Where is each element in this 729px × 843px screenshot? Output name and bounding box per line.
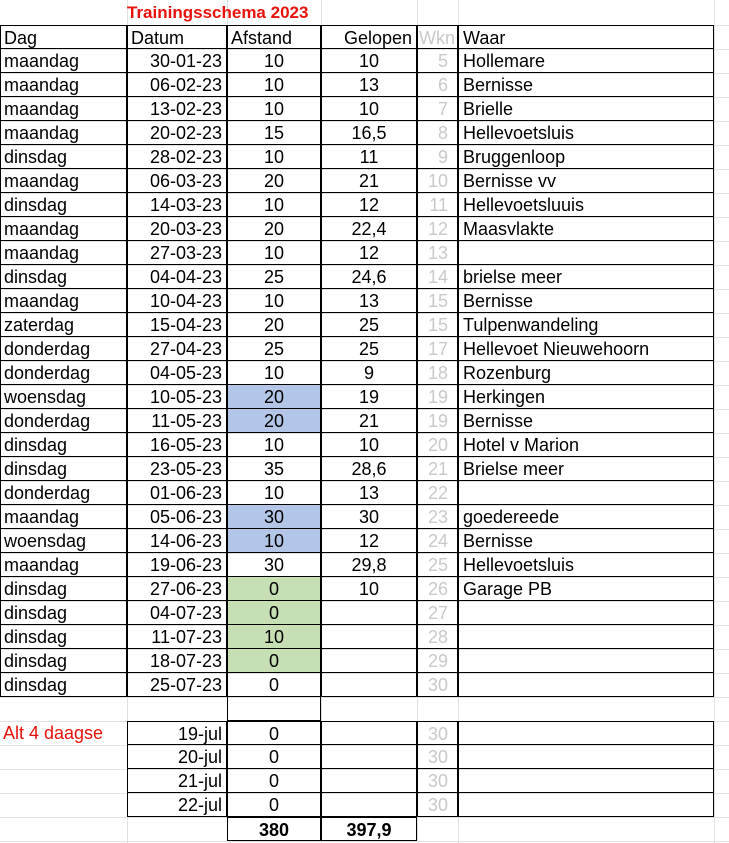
wkn-cell[interactable]: 15 — [417, 289, 458, 313]
waar-cell[interactable] — [458, 481, 714, 505]
wkn-cell[interactable]: 28 — [417, 625, 458, 649]
waar-cell[interactable] — [458, 673, 714, 697]
table-row — [0, 529, 715, 553]
datum-cell[interactable]: 15-04-23 — [127, 313, 227, 337]
header-afstand[interactable]: Afstand — [227, 25, 321, 49]
table-row — [0, 121, 715, 145]
afstand-cell[interactable]: 20 — [227, 169, 321, 193]
afstand-cell[interactable]: 10 — [227, 241, 321, 265]
datum-cell[interactable]: 04-04-23 — [127, 265, 227, 289]
afstand-cell[interactable]: 0 — [227, 673, 321, 697]
dag-cell[interactable]: dinsdag — [0, 193, 127, 217]
datum-cell[interactable]: 28-02-23 — [127, 145, 227, 169]
dag-cell[interactable]: dinsdag — [0, 457, 127, 481]
gelopen-cell[interactable]: 10 — [321, 433, 417, 457]
datum-cell[interactable]: 20-02-23 — [127, 121, 227, 145]
waar-cell[interactable] — [458, 601, 714, 625]
table-row — [0, 241, 715, 265]
table-row — [0, 409, 715, 433]
afstand-cell[interactable]: 35 — [227, 457, 321, 481]
dag-cell[interactable]: dinsdag — [0, 625, 127, 649]
afstand-cell[interactable]: 10 — [227, 49, 321, 73]
datum-cell[interactable]: 11-05-23 — [127, 409, 227, 433]
wkn-cell[interactable]: 25 — [417, 553, 458, 577]
alt-datum-cell[interactable]: 21-jul — [127, 769, 227, 793]
waar-cell[interactable] — [458, 241, 714, 265]
table-row — [0, 553, 715, 577]
wkn-cell[interactable]: 22 — [417, 481, 458, 505]
gelopen-cell[interactable]: 12 — [321, 529, 417, 553]
dag-cell[interactable]: donderdag — [0, 481, 127, 505]
header-gelopen[interactable]: Gelopen — [321, 25, 417, 49]
datum-cell[interactable]: 25-07-23 — [127, 673, 227, 697]
afstand-cell[interactable]: 20 — [227, 217, 321, 241]
afstand-cell[interactable]: 10 — [227, 73, 321, 97]
afstand-cell[interactable]: 30 — [227, 553, 321, 577]
wkn-cell[interactable]: 14 — [417, 265, 458, 289]
table-row — [0, 145, 715, 169]
table-row — [0, 265, 715, 289]
waar-cell[interactable]: brielse meer — [458, 265, 714, 289]
table-row — [0, 601, 715, 625]
gelopen-cell[interactable]: 10 — [321, 577, 417, 601]
afstand-cell[interactable]: 0 — [227, 649, 321, 673]
wkn-cell[interactable]: 24 — [417, 529, 458, 553]
waar-cell[interactable]: Brielse meer — [458, 457, 714, 481]
dag-cell[interactable]: dinsdag — [0, 649, 127, 673]
dag-cell[interactable]: zaterdag — [0, 313, 127, 337]
alt-waar-cell[interactable] — [458, 793, 714, 817]
waar-cell[interactable]: Rozenburg — [458, 361, 714, 385]
dag-cell[interactable]: maandag — [0, 289, 127, 313]
total-gelopen[interactable]: 397,9 — [321, 817, 417, 841]
datum-cell[interactable]: 27-04-23 — [127, 337, 227, 361]
gelopen-cell[interactable]: 21 — [321, 169, 417, 193]
dag-cell[interactable]: maandag — [0, 241, 127, 265]
gelopen-cell[interactable]: 25 — [321, 313, 417, 337]
dag-cell[interactable]: dinsdag — [0, 601, 127, 625]
alt-afstand-cell[interactable]: 0 — [227, 745, 321, 769]
wkn-cell[interactable]: 17 — [417, 337, 458, 361]
alt-row — [0, 721, 715, 745]
afstand-cell[interactable]: 15 — [227, 121, 321, 145]
afstand-cell[interactable]: 0 — [227, 577, 321, 601]
table-row — [0, 337, 715, 361]
wkn-cell[interactable]: 29 — [417, 649, 458, 673]
spacer-row — [0, 697, 715, 721]
dag-cell[interactable]: maandag — [0, 73, 127, 97]
waar-cell[interactable]: Bernisse — [458, 73, 714, 97]
waar-cell[interactable] — [458, 649, 714, 673]
waar-cell[interactable]: Brielle — [458, 97, 714, 121]
gelopen-cell[interactable] — [321, 601, 417, 625]
wkn-cell[interactable]: 15 — [417, 313, 458, 337]
afstand-cell[interactable]: 10 — [227, 145, 321, 169]
afstand-cell[interactable]: 10 — [227, 289, 321, 313]
table-row — [0, 289, 715, 313]
gelopen-cell[interactable]: 12 — [321, 193, 417, 217]
waar-cell[interactable]: Bernisse vv — [458, 169, 714, 193]
waar-cell[interactable]: Hellevoet Nieuwehoorn — [458, 337, 714, 361]
waar-cell[interactable]: Bernisse — [458, 409, 714, 433]
waar-cell[interactable]: Bernisse — [458, 529, 714, 553]
gelopen-cell[interactable]: 13 — [321, 481, 417, 505]
alt-datum-cell[interactable]: 20-jul — [127, 745, 227, 769]
gelopen-cell[interactable]: 22,4 — [321, 217, 417, 241]
table-row — [0, 169, 715, 193]
afstand-cell[interactable]: 10 — [227, 361, 321, 385]
total-afstand[interactable]: 380 — [227, 817, 321, 841]
wkn-cell[interactable]: 18 — [417, 361, 458, 385]
waar-cell[interactable]: Herkingen — [458, 385, 714, 409]
header-dag[interactable]: Dag — [0, 25, 127, 49]
gelopen-cell[interactable]: 11 — [321, 145, 417, 169]
table-row — [0, 217, 715, 241]
alt-gelopen-cell[interactable] — [321, 769, 417, 793]
alt-row — [0, 793, 715, 817]
datum-cell[interactable]: 01-06-23 — [127, 481, 227, 505]
totals-row — [0, 817, 715, 841]
afstand-cell[interactable]: 25 — [227, 265, 321, 289]
table-row — [0, 385, 715, 409]
wkn-cell[interactable]: 11 — [417, 193, 458, 217]
waar-cell[interactable]: Garage PB — [458, 577, 714, 601]
datum-cell[interactable]: 06-03-23 — [127, 169, 227, 193]
wkn-cell[interactable]: 12 — [417, 217, 458, 241]
waar-cell[interactable]: Tulpenwandeling — [458, 313, 714, 337]
alt-wkn-cell[interactable]: 30 — [417, 793, 458, 817]
alt-waar-cell[interactable] — [458, 745, 714, 769]
alt-4-daagse-label[interactable]: Alt 4 daagse — [3, 723, 104, 743]
wkn-cell[interactable]: 9 — [417, 145, 458, 169]
waar-cell[interactable]: Hotel v Marion — [458, 433, 714, 457]
table-row — [0, 649, 715, 673]
wkn-cell[interactable]: 10 — [417, 169, 458, 193]
afstand-cell[interactable]: 20 — [227, 409, 321, 433]
wkn-cell[interactable]: 27 — [417, 601, 458, 625]
dag-cell[interactable]: maandag — [0, 217, 127, 241]
datum-cell[interactable]: 27-03-23 — [127, 241, 227, 265]
gelopen-cell[interactable]: 29,8 — [321, 553, 417, 577]
wkn-cell[interactable]: 7 — [417, 97, 458, 121]
afstand-cell[interactable]: 10 — [227, 193, 321, 217]
dag-cell[interactable]: woensdag — [0, 529, 127, 553]
gelopen-cell[interactable]: 24,6 — [321, 265, 417, 289]
table-row — [0, 457, 715, 481]
datum-cell[interactable]: 04-07-23 — [127, 601, 227, 625]
datum-cell[interactable]: 13-02-23 — [127, 97, 227, 121]
alt-gelopen-cell[interactable] — [321, 745, 417, 769]
wkn-cell[interactable]: 8 — [417, 121, 458, 145]
afstand-cell[interactable]: 10 — [227, 481, 321, 505]
gelopen-cell[interactable]: 19 — [321, 385, 417, 409]
waar-cell[interactable]: Hellevoetsluis — [458, 553, 714, 577]
dag-cell[interactable]: maandag — [0, 553, 127, 577]
table-row — [0, 433, 715, 457]
datum-cell[interactable]: 10-05-23 — [127, 385, 227, 409]
table-row — [0, 97, 715, 121]
dag-cell[interactable]: maandag — [0, 49, 127, 73]
waar-cell[interactable]: Bernisse — [458, 289, 714, 313]
wkn-cell[interactable]: 30 — [417, 673, 458, 697]
gelopen-cell[interactable]: 30 — [321, 505, 417, 529]
datum-cell[interactable]: 27-06-23 — [127, 577, 227, 601]
waar-cell[interactable] — [458, 625, 714, 649]
afstand-cell[interactable]: 10 — [227, 97, 321, 121]
table-row — [0, 73, 715, 97]
gelopen-cell[interactable]: 10 — [321, 49, 417, 73]
table-row — [0, 313, 715, 337]
header-waar[interactable]: Waar — [458, 25, 714, 49]
afstand-cell[interactable]: 0 — [227, 601, 321, 625]
gelopen-cell[interactable]: 25 — [321, 337, 417, 361]
datum-cell[interactable]: 30-01-23 — [127, 49, 227, 73]
gelopen-cell[interactable] — [321, 649, 417, 673]
table-row — [0, 49, 715, 73]
wkn-cell[interactable]: 13 — [417, 241, 458, 265]
alt-gelopen-cell[interactable] — [321, 721, 417, 745]
dag-cell[interactable]: maandag — [0, 121, 127, 145]
dag-cell[interactable]: dinsdag — [0, 673, 127, 697]
afstand-cell[interactable]: 20 — [227, 313, 321, 337]
datum-cell[interactable]: 23-05-23 — [127, 457, 227, 481]
gelopen-cell[interactable]: 10 — [321, 97, 417, 121]
alt-wkn-cell[interactable]: 30 — [417, 721, 458, 745]
gelopen-cell[interactable]: 21 — [321, 409, 417, 433]
datum-cell[interactable]: 11-07-23 — [127, 625, 227, 649]
table-row — [0, 625, 715, 649]
dag-cell[interactable]: maandag — [0, 505, 127, 529]
afstand-cell[interactable]: 10 — [227, 433, 321, 457]
dag-cell[interactable]: dinsdag — [0, 145, 127, 169]
alt-row — [0, 769, 715, 793]
alt-gelopen-cell[interactable] — [321, 793, 417, 817]
header-datum[interactable]: Datum — [127, 25, 227, 49]
header-wkn[interactable]: Wkn — [417, 25, 458, 49]
datum-cell[interactable]: 10-04-23 — [127, 289, 227, 313]
table-row — [0, 673, 715, 697]
gelopen-cell[interactable]: 13 — [321, 73, 417, 97]
datum-cell[interactable]: 05-06-23 — [127, 505, 227, 529]
dag-cell[interactable]: woensdag — [0, 385, 127, 409]
alt-waar-cell[interactable] — [458, 769, 714, 793]
afstand-cell[interactable]: 25 — [227, 337, 321, 361]
afstand-cell[interactable]: 30 — [227, 505, 321, 529]
dag-cell[interactable]: donderdag — [0, 361, 127, 385]
wkn-cell[interactable]: 26 — [417, 577, 458, 601]
dag-cell[interactable]: donderdag — [0, 409, 127, 433]
table-row — [0, 577, 715, 601]
waar-cell[interactable]: goedereede — [458, 505, 714, 529]
alt-afstand-cell[interactable]: 0 — [227, 769, 321, 793]
wkn-cell[interactable]: 21 — [417, 457, 458, 481]
dag-cell[interactable]: dinsdag — [0, 265, 127, 289]
waar-cell[interactable]: Hollemare — [458, 49, 714, 73]
dag-cell[interactable]: maandag — [0, 169, 127, 193]
alt-wkn-cell[interactable]: 30 — [417, 769, 458, 793]
gelopen-cell[interactable]: 28,6 — [321, 457, 417, 481]
datum-cell[interactable]: 18-07-23 — [127, 649, 227, 673]
afstand-cell[interactable]: 10 — [227, 529, 321, 553]
gelopen-cell[interactable]: 13 — [321, 289, 417, 313]
wkn-cell[interactable]: 20 — [417, 433, 458, 457]
wkn-cell[interactable]: 6 — [417, 73, 458, 97]
table-row — [0, 361, 715, 385]
gelopen-cell[interactable] — [321, 673, 417, 697]
datum-cell[interactable]: 06-02-23 — [127, 73, 227, 97]
dag-cell[interactable]: dinsdag — [0, 433, 127, 457]
dag-cell[interactable]: maandag — [0, 97, 127, 121]
spacer-afstand-cell[interactable] — [227, 697, 321, 721]
wkn-cell[interactable]: 23 — [417, 505, 458, 529]
afstand-cell[interactable]: 10 — [227, 625, 321, 649]
dag-cell[interactable]: donderdag — [0, 337, 127, 361]
alt-datum-cell[interactable]: 19-jul — [127, 721, 227, 745]
gelopen-cell[interactable] — [321, 625, 417, 649]
alt-datum-cell[interactable]: 22-jul — [127, 793, 227, 817]
afstand-cell[interactable]: 20 — [227, 385, 321, 409]
waar-cell[interactable]: Bruggenloop — [458, 145, 714, 169]
waar-cell[interactable]: Maasvlakte — [458, 217, 714, 241]
datum-cell[interactable]: 16-05-23 — [127, 433, 227, 457]
gelopen-cell[interactable]: 12 — [321, 241, 417, 265]
datum-cell[interactable]: 14-03-23 — [127, 193, 227, 217]
alt-waar-cell[interactable] — [458, 721, 714, 745]
header-row — [0, 25, 715, 49]
gelopen-cell[interactable]: 16,5 — [321, 121, 417, 145]
table-row — [0, 193, 715, 217]
wkn-cell[interactable]: 5 — [417, 49, 458, 73]
alt-afstand-cell[interactable]: 0 — [227, 721, 321, 745]
datum-cell[interactable]: 14-06-23 — [127, 529, 227, 553]
datum-cell[interactable]: 19-06-23 — [127, 553, 227, 577]
waar-cell[interactable]: Hellevoetsluuis — [458, 193, 714, 217]
wkn-cell[interactable]: 19 — [417, 385, 458, 409]
alt-row — [0, 745, 715, 769]
datum-cell[interactable]: 20-03-23 — [127, 217, 227, 241]
table-row — [0, 481, 715, 505]
alt-wkn-cell[interactable]: 30 — [417, 745, 458, 769]
alt-afstand-cell[interactable]: 0 — [227, 793, 321, 817]
wkn-cell[interactable]: 19 — [417, 409, 458, 433]
waar-cell[interactable]: Hellevoetsluis — [458, 121, 714, 145]
gelopen-cell[interactable]: 9 — [321, 361, 417, 385]
sheet-title[interactable]: Trainingsschema 2023 — [127, 3, 309, 22]
datum-cell[interactable]: 04-05-23 — [127, 361, 227, 385]
table-row — [0, 505, 715, 529]
dag-cell[interactable]: dinsdag — [0, 577, 127, 601]
